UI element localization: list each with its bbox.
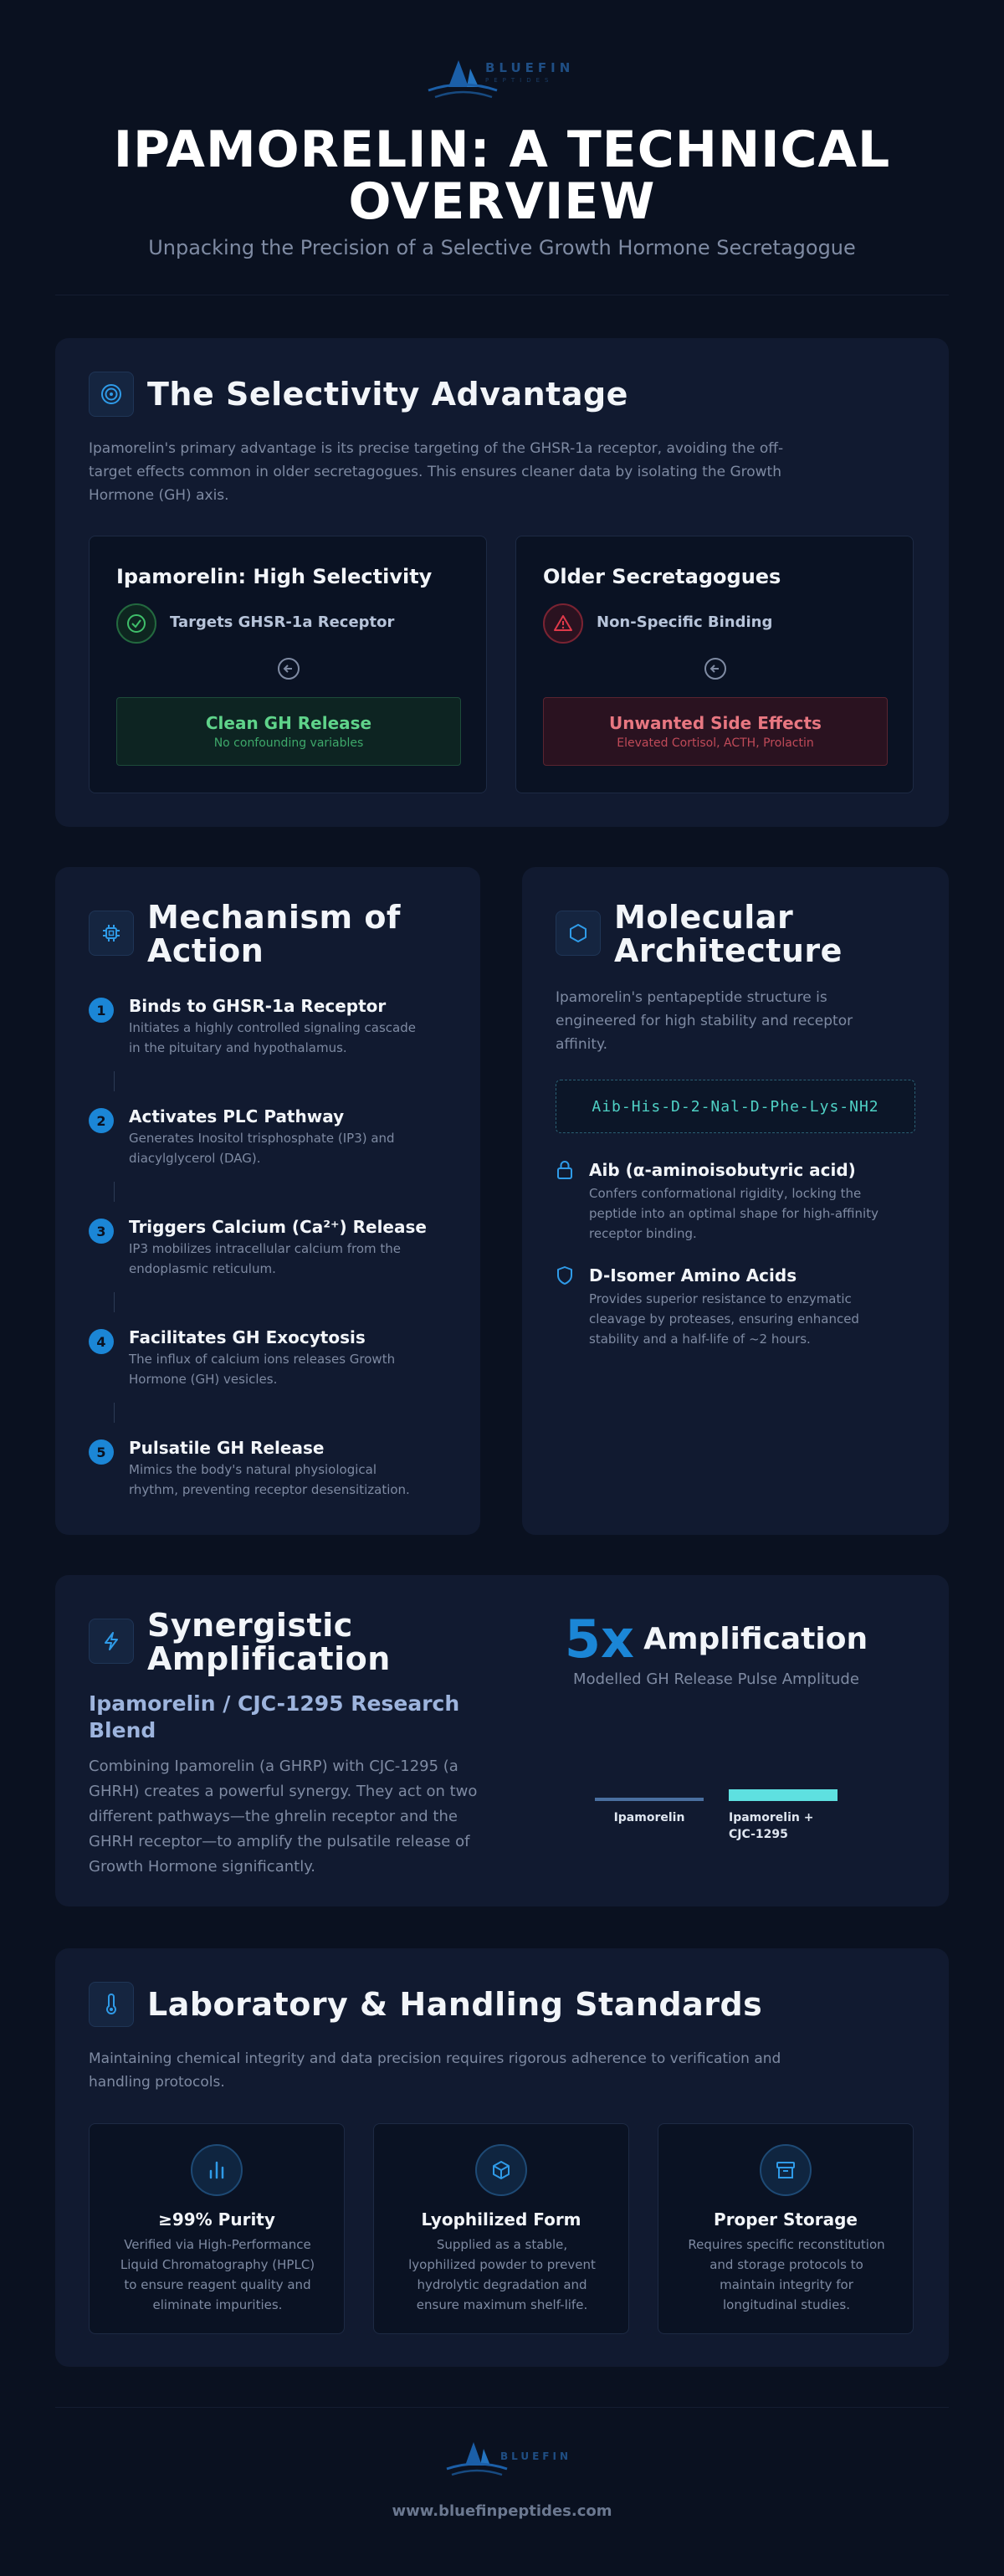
- page-title-line-1: IPAMORELIN: A TECHNICAL: [113, 121, 891, 179]
- amplification-stat: [507, 1609, 925, 1670]
- arrow-down-circle-icon: [704, 657, 727, 680]
- ipamorelin-selectivity-card: [89, 536, 487, 793]
- shield-icon: [556, 1265, 574, 1285]
- lightning-icon: [89, 1619, 134, 1664]
- chip-icon: [89, 911, 134, 956]
- chart-category-label: CJC-1295: [729, 1828, 788, 1841]
- stat-value: 5x: [564, 1609, 634, 1670]
- logo-brand-subtext: PEPTIDES: [485, 77, 554, 84]
- feature-title: D-Isomer Amino Acids: [589, 1265, 797, 1285]
- standard-card-storage: [658, 2123, 914, 2334]
- thermometer-icon: [89, 1982, 134, 2027]
- ipamorelin-target-label: Targets GHSR-1a Receptor: [170, 613, 395, 631]
- step-description: Initiates a highly controlled signaling cascade in the pituitary and hypothalamus.: [129, 1020, 416, 1055]
- step-description: Generates Inositol trisphosphate (IP3) and diacylglycerol (DAG).: [129, 1131, 395, 1166]
- older-card-title: Older Secretagogues: [543, 565, 781, 588]
- bar-chart-icon: [191, 2144, 243, 2196]
- logo-brand-text: BLUEFIN: [485, 60, 575, 75]
- step-number: 2: [89, 1108, 114, 1133]
- clean-gh-release-title: Clean GH Release: [205, 713, 372, 733]
- standard-card-description: Verified via High-Performance Liquid Chromatography (HPLC) to ensure reagent quality and eliminate impurities.: [120, 2237, 315, 2312]
- page-subtitle: Unpacking the Precision of a Selective Growth Hormone Secretagogue: [148, 236, 856, 259]
- synergy-heading: Synergistic Amplification: [147, 1607, 391, 1677]
- hexagon-icon: [556, 911, 601, 956]
- chart-bar: [729, 1789, 838, 1801]
- footer-website-link[interactable]: www.bluefinpeptides.com: [392, 2502, 612, 2520]
- arrow-down-circle-icon: [277, 657, 300, 680]
- step-title: Facilitates GH Exocytosis: [129, 1327, 366, 1347]
- step-connector: [114, 1403, 115, 1423]
- feature-description: Confers conformational rigidity, locking the peptide into an optimal shape for high-affinity receptor binding.: [589, 1186, 878, 1241]
- step-number: 1: [89, 998, 114, 1023]
- footer-brand-text: BLUEFIN: [500, 2450, 572, 2462]
- standard-card-lyophilized: [373, 2123, 629, 2334]
- chart-bar: [595, 1798, 704, 1801]
- peptide-sequence: Aib-His-D-2-Nal-D-Phe-Lys-NH2: [556, 1080, 915, 1133]
- standards-heading: Laboratory & Handling Standards: [147, 1986, 763, 2023]
- step-number: 3: [89, 1219, 114, 1244]
- synergy-section: [55, 1575, 949, 1906]
- older-binding-label: Non-Specific Binding: [597, 613, 773, 631]
- selectivity-section: [55, 338, 949, 827]
- check-circle-icon: [116, 603, 156, 644]
- page-title-line-2: OVERVIEW: [348, 172, 656, 231]
- chart-caption: Modelled GH Release Pulse Amplitude: [573, 1670, 859, 1688]
- feature-description: Provides superior resistance to enzymatic cleavage by proteases, ensuring enhanced stability and a half-life of ~2 hours.: [589, 1291, 859, 1347]
- molecular-heading: Molecular Architecture: [614, 899, 843, 969]
- step-description: The influx of calcium ions releases Growth Hormone (GH) vesicles.: [129, 1352, 396, 1387]
- feature-title: Aib (α-aminoisobutyric acid): [589, 1160, 856, 1180]
- step-title: Triggers Calcium (Ca²⁺) Release: [129, 1217, 427, 1237]
- synergy-body: Combining Ipamorelin (a GHRP) with CJC-1295 (a GHRH) creates a powerful synergy. They act on two different pathways—the ghrelin receptor and the GHRH receptor—to amplify the pulsatile release of Growth Hormone significantly.: [89, 1758, 478, 1876]
- older-secretagogues-card: [515, 536, 914, 793]
- selectivity-intro: Ipamorelin's primary advantage is its precise targeting of the GHSR-1a receptor, avoiding the off- target effects common in older secretagogues. This ensures cleaner data by isolating the Growth Hormone (GH) axis.: [89, 440, 784, 504]
- synergy-bar-chart: [557, 1701, 892, 1868]
- selectivity-heading: The Selectivity Advantage: [147, 376, 628, 413]
- molecular-section: [522, 867, 949, 1535]
- unwanted-side-effects-title: Unwanted Side Effects: [609, 713, 822, 733]
- stat-label: Amplification: [643, 1622, 868, 1656]
- standards-intro: Maintaining chemical integrity and data precision requires rigorous adherence to verification and handling protocols.: [89, 2050, 781, 2091]
- page-title: [0, 121, 1004, 231]
- clean-gh-release-box: [116, 697, 461, 766]
- clean-gh-release-subtitle: No confounding variables: [213, 736, 364, 750]
- mechanism-section: [55, 867, 480, 1535]
- standard-card-title: Lyophilized Form: [421, 2209, 581, 2230]
- lock-icon: [556, 1160, 574, 1180]
- synergy-subheading: Ipamorelin / CJC-1295 Research Blend: [89, 1691, 460, 1742]
- standard-card-title: ≥99% Purity: [158, 2209, 275, 2230]
- step-connector: [114, 1292, 115, 1312]
- warning-icon: [543, 603, 583, 644]
- step-number: 5: [89, 1439, 114, 1465]
- step-description: IP3 mobilizes intracellular calcium from the endoplasmic reticulum.: [129, 1241, 402, 1276]
- standard-card-title: Proper Storage: [714, 2209, 858, 2230]
- molecular-intro: Ipamorelin's pentapeptide structure is engineered for high stability and receptor affinity.: [556, 989, 853, 1053]
- standard-card-description: Requires specific reconstitution and storage protocols to maintain integrity for longitudinal studies.: [688, 2237, 885, 2312]
- standard-card-description: Supplied as a stable, lyophilized powder to prevent hydrolytic degradation and ensure maximum shelf-life.: [408, 2237, 596, 2312]
- chart-category-label: Ipamorelin: [613, 1811, 685, 1824]
- step-title: Binds to GHSR-1a Receptor: [129, 996, 387, 1016]
- mechanism-heading: Mechanism of Action: [147, 899, 401, 969]
- standard-card-purity: [89, 2123, 345, 2334]
- package-icon: [475, 2144, 527, 2196]
- step-connector: [114, 1182, 115, 1202]
- step-description: Mimics the body's natural physiological rhythm, preventing receptor desensitization.: [129, 1462, 410, 1497]
- target-icon: [89, 372, 134, 417]
- step-title: Pulsatile GH Release: [129, 1438, 325, 1458]
- archive-icon: [760, 2144, 812, 2196]
- chart-category-label: Ipamorelin +: [729, 1811, 814, 1824]
- step-number: 4: [89, 1329, 114, 1354]
- ipamorelin-card-title: Ipamorelin: High Selectivity: [116, 565, 433, 588]
- footer-divider: [55, 2407, 949, 2408]
- unwanted-side-effects-subtitle: Elevated Cortisol, ACTH, Prolactin: [617, 736, 814, 750]
- unwanted-side-effects-box: [543, 697, 888, 766]
- step-title: Activates PLC Pathway: [129, 1106, 345, 1126]
- step-connector: [114, 1071, 115, 1091]
